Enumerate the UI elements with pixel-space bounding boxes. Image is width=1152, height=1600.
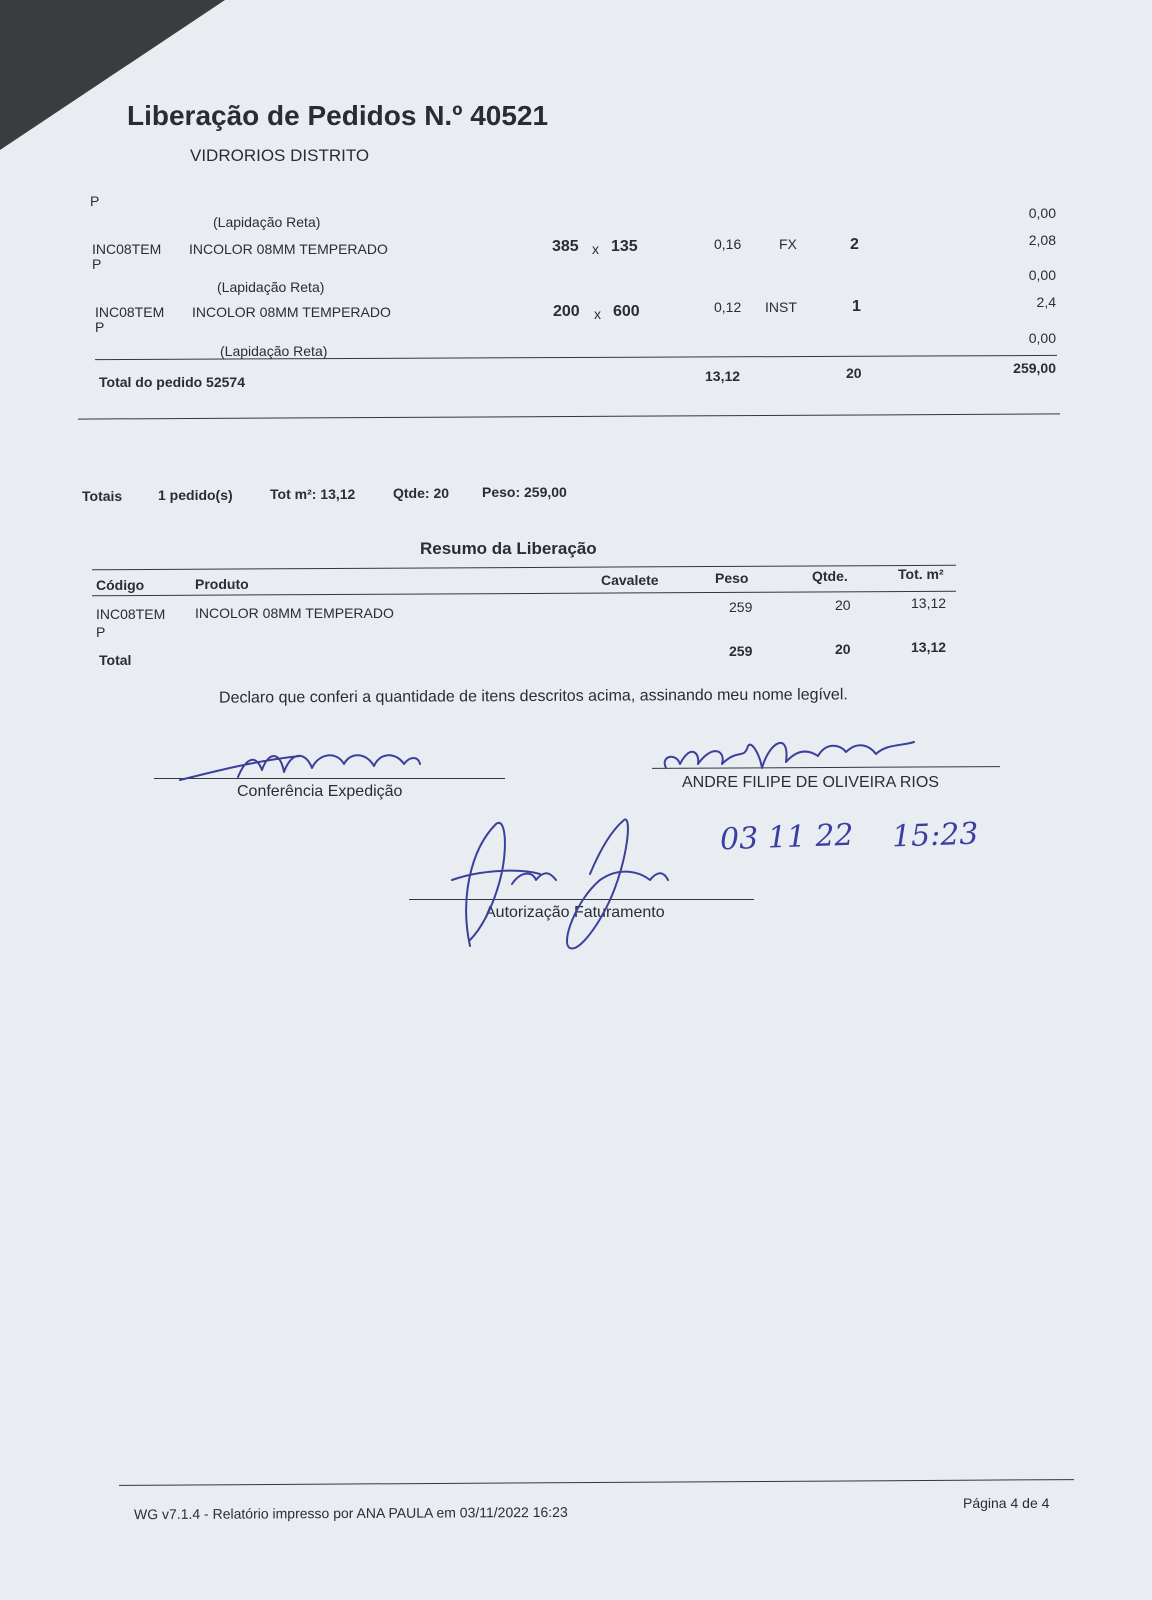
summary-header-cavalete: Cavalete <box>601 572 659 588</box>
totals-label: Totais <box>82 488 123 504</box>
summary-header-code: Código <box>96 577 145 593</box>
footer-rule <box>119 1479 1074 1486</box>
section-rule <box>78 413 1060 419</box>
expedicao-label: Conferência Expedição <box>237 783 403 800</box>
totals-orders: 1 pedido(s) <box>158 487 233 503</box>
handwritten-time: 15:23 <box>891 816 980 855</box>
item-2-note: (Lapidação Reta) <box>220 343 328 359</box>
item-1-cavalete: FX <box>779 236 797 252</box>
item-1-area: 0,16 <box>714 236 742 252</box>
item-1-note: (Lapidação Reta) <box>217 279 325 295</box>
summary-total-label: Total <box>99 652 132 668</box>
item-2-cavalete: INST <box>765 299 797 315</box>
signer-name-label: ANDRE FILIPE DE OLIVEIRA RIOS <box>682 774 939 791</box>
faturamento-signature-line <box>409 899 754 900</box>
totals-weight: Peso: 259,00 <box>482 484 567 500</box>
summary-row-qty: 20 <box>835 597 851 613</box>
item-1-qty: 2 <box>850 236 859 253</box>
declaration-text: Declaro que conferi a quantidade de itens descritos acima, assinando meu nome legível. <box>218 686 848 707</box>
item-1-width: 385 <box>552 238 579 255</box>
totals-area: Tot m²: 13,12 <box>270 486 356 502</box>
item-2-note-value: 0,00 <box>1028 330 1056 346</box>
order-total-area: 13,12 <box>705 368 741 384</box>
prev-note: (Lapidação Reta) <box>213 214 321 230</box>
expedicao-signature <box>180 755 420 780</box>
item-1-code-tail: P <box>92 256 102 272</box>
order-total-weight: 259,00 <box>1013 360 1056 376</box>
expedicao-signature-line <box>154 778 505 779</box>
summary-header-qty: Qtde. <box>812 568 848 584</box>
item-2-code-tail: P <box>95 319 105 335</box>
prev-note-value: 0,00 <box>1028 205 1056 221</box>
item-1-times: x <box>592 241 599 257</box>
company-name: VIDRORIOS DISTRITO <box>190 146 370 165</box>
item-2-weight: 2,4 <box>1036 294 1056 310</box>
item-1-code: INC08TEM <box>92 241 162 257</box>
item-1-product: INCOLOR 08MM TEMPERADO <box>189 241 388 257</box>
item-2-product: INCOLOR 08MM TEMPERADO <box>192 304 391 320</box>
summary-total-area: 13,12 <box>911 639 947 655</box>
summary-row-weight: 259 <box>729 599 753 615</box>
prev-code-tail: P <box>90 193 100 209</box>
totals-qty: Qtde: 20 <box>393 485 450 501</box>
document-title: Liberação de Pedidos N.º 40521 <box>127 100 549 131</box>
summary-row-code-tail: P <box>96 624 106 640</box>
item-2-times: x <box>594 306 601 322</box>
item-2-qty: 1 <box>852 298 861 315</box>
faturamento-signature <box>452 819 668 948</box>
summary-total-weight: 259 <box>729 643 753 659</box>
item-1-weight: 2,08 <box>1028 232 1056 248</box>
footer-page-number: Página 4 de 4 <box>963 1495 1050 1511</box>
item-2-height: 600 <box>613 303 640 320</box>
item-2-width: 200 <box>553 303 580 320</box>
summary-row-code: INC08TEM <box>96 606 166 622</box>
summary-total-qty: 20 <box>835 641 851 657</box>
summary-header-area: Tot. m² <box>898 566 944 582</box>
summary-title: Resumo da Liberação <box>420 539 597 558</box>
summary-header-product: Produto <box>195 576 249 592</box>
summary-header-weight: Peso <box>715 570 749 586</box>
name-signature-line <box>652 766 1000 769</box>
faturamento-label: Autorização Faturamento <box>485 904 665 921</box>
footer-report-info: WG v7.1.4 - Relatório impresso por ANA PAULA em 03/11/2022 16:23 <box>133 1503 568 1523</box>
item-1-note-value: 0,00 <box>1028 267 1056 283</box>
order-total-qty: 20 <box>846 365 862 381</box>
order-total-label: Total do pedido 52574 <box>99 374 245 390</box>
item-2-code: INC08TEM <box>95 304 165 320</box>
name-signature <box>665 742 914 768</box>
item-1-height: 135 <box>611 238 638 255</box>
item-2-area: 0,12 <box>714 299 742 315</box>
handwritten-date: 03 11 22 <box>719 817 855 858</box>
summary-row-area: 13,12 <box>911 595 947 611</box>
summary-row-product: INCOLOR 08MM TEMPERADO <box>195 605 394 621</box>
